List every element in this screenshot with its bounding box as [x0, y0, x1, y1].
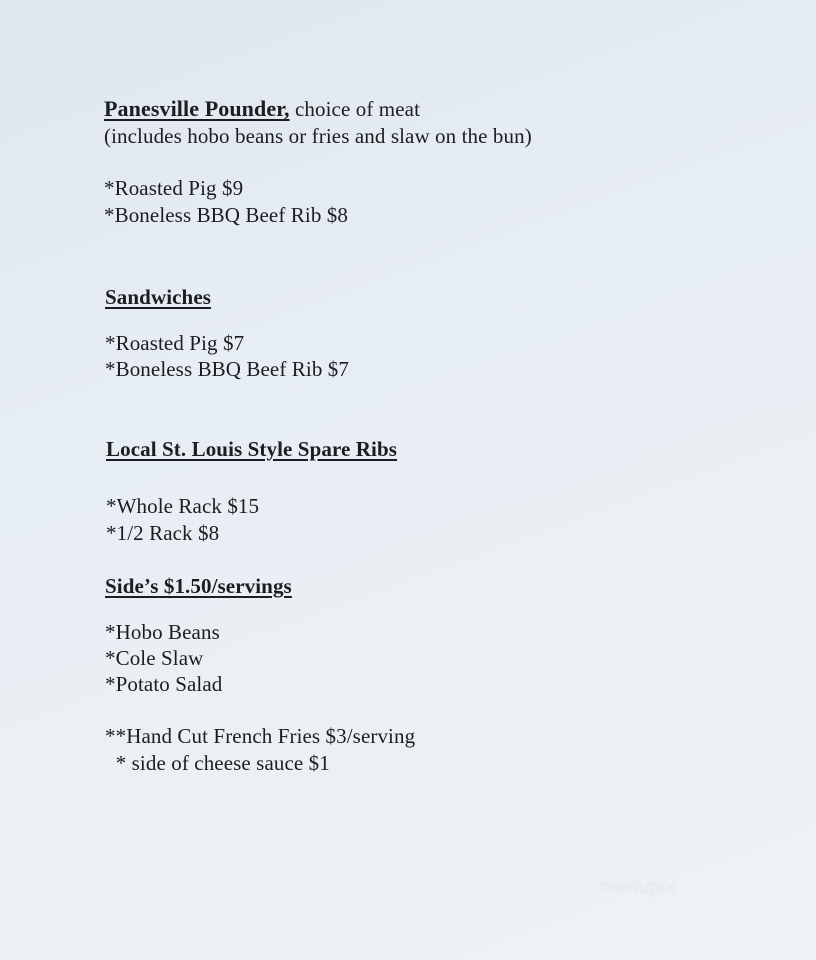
side-item-cheese-sauce: * side of cheese sauce $1: [105, 751, 330, 775]
menupix-watermark: menupix: [600, 877, 676, 898]
side-item-french-fries: **Hand Cut French Fries $3/serving: [105, 724, 416, 748]
ribs-item-whole-rack: *Whole Rack $15: [106, 494, 260, 518]
side-item-potato-salad: *Potato Salad: [105, 672, 223, 696]
pounder-title: Panesville Pounder,: [104, 96, 290, 121]
pounder-heading-line: [104, 96, 420, 122]
pounder-title-suffix: choice of meat: [289, 97, 421, 121]
sandwiches-heading: Sandwiches: [105, 285, 212, 309]
pounder-note: (includes hobo beans or fries and slaw on the bun): [104, 124, 532, 148]
pounder-item-beef-rib: *Boneless BBQ Beef Rib $8: [104, 203, 348, 227]
pounder-item-roasted-pig: *Roasted Pig $9: [104, 176, 244, 200]
ribs-heading: Local St. Louis Style Spare Ribs: [106, 437, 398, 461]
ribs-item-half-rack: *1/2 Rack $8: [106, 521, 220, 545]
side-item-cole-slaw: *Cole Slaw: [105, 646, 204, 670]
sandwich-item-beef-rib: *Boneless BBQ Beef Rib $7: [105, 357, 349, 381]
sides-heading: Side’s $1.50/servings: [105, 574, 292, 598]
side-item-hobo-beans: *Hobo Beans: [105, 620, 220, 644]
sandwich-item-roasted-pig: *Roasted Pig $7: [105, 331, 245, 355]
